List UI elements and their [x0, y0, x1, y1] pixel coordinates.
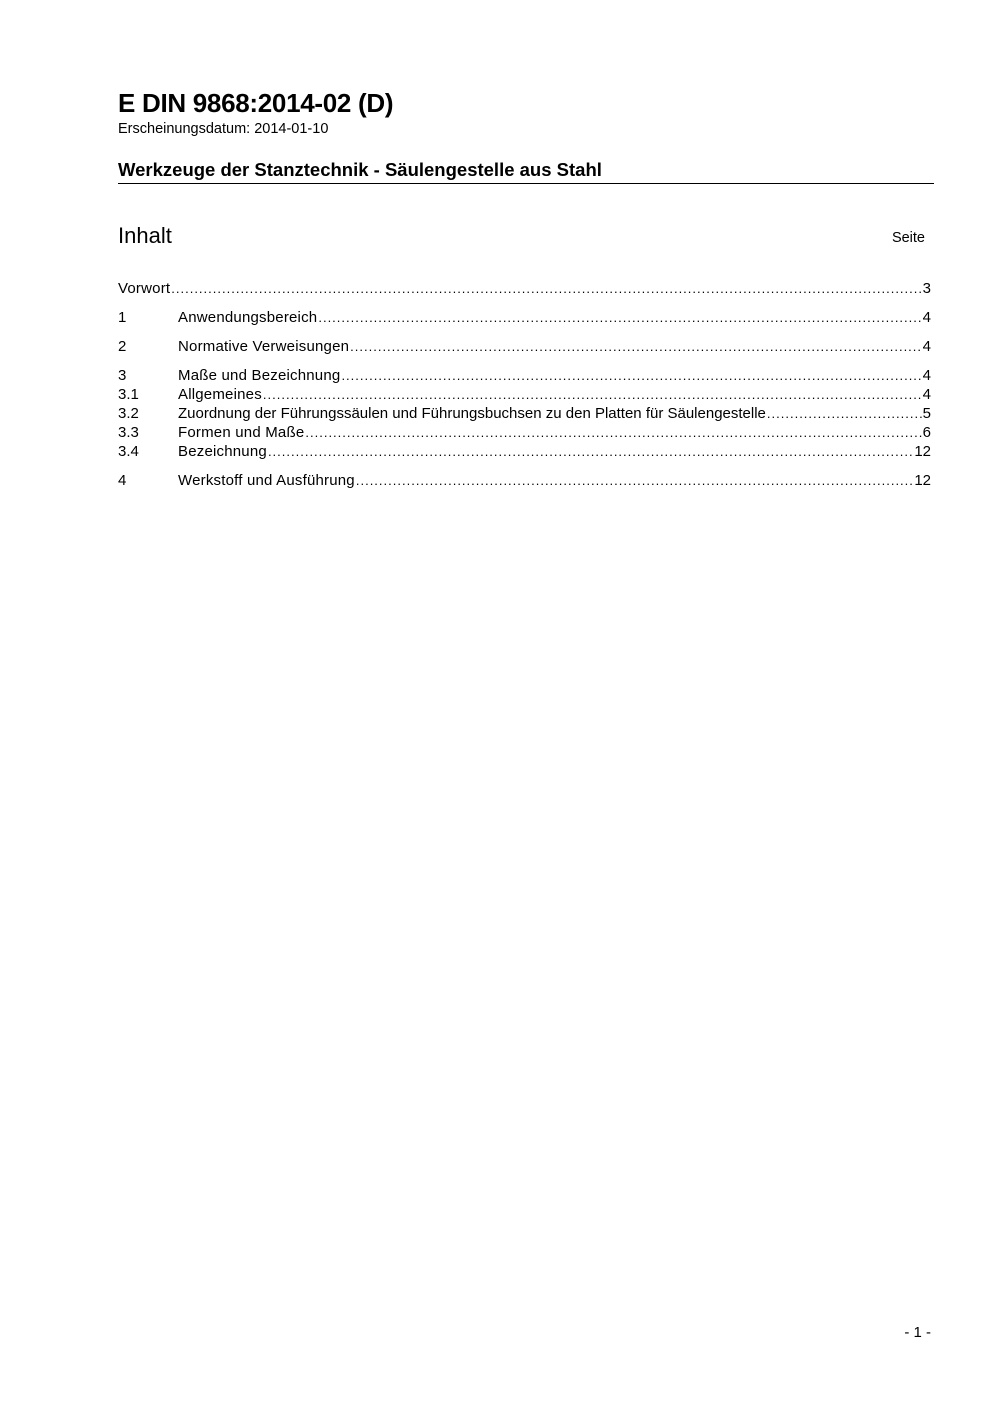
- doc-id: E DIN 9868:2014-02 (D): [118, 88, 394, 118]
- toc-entry-2[interactable]: [118, 337, 931, 356]
- page-number: - 1 -: [904, 1324, 931, 1341]
- toc-leader: [268, 442, 913, 461]
- toc-page-column-label: Seite: [891, 230, 925, 246]
- toc-entry-title: Werkstoff und Ausführung: [178, 472, 355, 489]
- toc-leader: [767, 404, 922, 423]
- toc-leader: [341, 366, 921, 385]
- publication-date: Erscheinungsdatum: 2014-01-10: [118, 121, 329, 137]
- toc-entry-3-2[interactable]: [118, 404, 931, 423]
- toc-entry-title: Normative Verweisungen: [178, 338, 350, 355]
- toc-entry-1[interactable]: [118, 308, 931, 327]
- toc-leader: [356, 471, 913, 490]
- toc-entry-title: Anwendungsbereich: [178, 309, 318, 326]
- toc-entry-3[interactable]: [118, 366, 931, 385]
- toc-heading: Inhalt: [118, 223, 172, 248]
- toc-entry-page: 4: [922, 338, 931, 355]
- toc-entry-title: Allgemeines: [178, 386, 262, 403]
- toc-entry-page: 3: [922, 280, 931, 297]
- toc-entry-title: Maße und Bezeichnung: [178, 367, 341, 384]
- toc-entry-number: 3.1: [118, 386, 139, 403]
- toc-entry-number: 3: [118, 367, 127, 384]
- title-divider: [118, 183, 934, 184]
- toc-entry-3-3[interactable]: [118, 423, 931, 442]
- toc-entry-title: Zuordnung der Führungssäulen und Führungsbuchsen zu den Platten für Säulengestelle: [178, 405, 766, 422]
- toc-entry-page: 4: [922, 386, 931, 403]
- toc-leader: [350, 337, 922, 356]
- toc-entry-vorwort[interactable]: [118, 279, 931, 298]
- toc-leader: [171, 279, 921, 298]
- toc-leader: [318, 308, 921, 327]
- toc-entry-page: 4: [922, 367, 931, 384]
- toc-entry-page: 5: [922, 405, 931, 422]
- toc-entry-number: 1: [118, 309, 127, 326]
- toc-entry-number: 2: [118, 338, 127, 355]
- toc-leader: [263, 385, 922, 404]
- toc-entry-page: 6: [922, 424, 931, 441]
- toc-entry-number: 3.4: [118, 443, 139, 460]
- toc-entry-title: Vorwort: [118, 280, 171, 297]
- toc-leader: [305, 423, 921, 442]
- toc-entry-page: 12: [914, 472, 931, 489]
- toc-entry-page: 12: [914, 443, 931, 460]
- toc-entry-number: 3.3: [118, 424, 139, 441]
- toc-entry-number: 4: [118, 472, 127, 489]
- toc-entry-4[interactable]: [118, 471, 931, 490]
- toc-entry-3-4[interactable]: [118, 442, 931, 461]
- toc-entry-title: Bezeichnung: [178, 443, 267, 460]
- toc-entry-number: 3.2: [118, 405, 139, 422]
- toc-entry-3-1[interactable]: [118, 385, 931, 404]
- toc-entry-page: 4: [922, 309, 931, 326]
- doc-title: Werkzeuge der Stanztechnik - Säulengestelle aus Stahl: [118, 159, 602, 180]
- toc-entry-title: Formen und Maße: [178, 424, 305, 441]
